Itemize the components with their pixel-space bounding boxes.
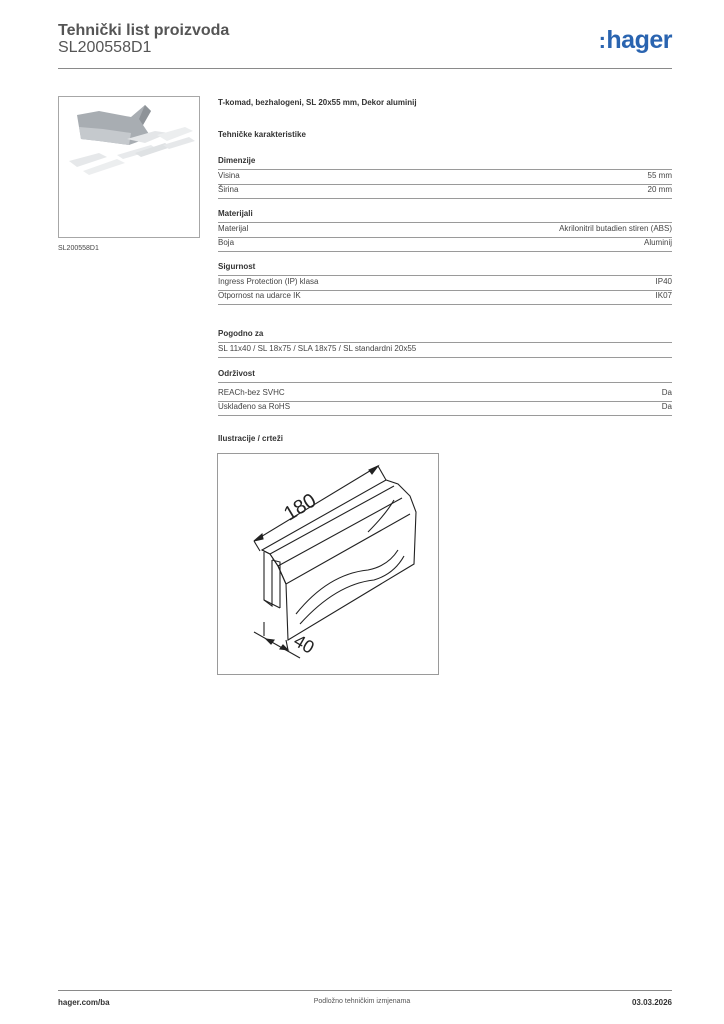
page-title: Tehnički list proizvoda <box>58 22 230 39</box>
section-heading-materijali: Materijali <box>218 209 672 223</box>
product-photo <box>58 96 200 238</box>
spec-key: Usklađeno sa RoHS <box>218 402 291 411</box>
spec-key: Otpornost na udarce IK <box>218 291 301 300</box>
spec-key: REACh-bez SVHC <box>218 388 285 397</box>
dimension-drawing-icon <box>218 454 438 674</box>
dimension-width-label: 40 <box>290 630 318 658</box>
spec-row <box>218 171 672 185</box>
spec-value: IP40 <box>655 277 672 286</box>
spec-row <box>218 277 672 291</box>
spec-key: Ingress Protection (IP) klasa <box>218 277 319 286</box>
spec-value: 55 mm <box>647 171 672 180</box>
spec-key: Boja <box>218 238 235 247</box>
header-divider <box>58 68 672 69</box>
dimension-length-label: 180 <box>280 489 321 526</box>
spec-key: Materijal <box>218 224 249 233</box>
spec-value: 20 mm <box>647 185 672 194</box>
footer-note: Podložno tehničkim izmjenama <box>313 998 411 1005</box>
logo-mark-icon: : <box>598 28 606 53</box>
spec-row <box>218 388 672 402</box>
section-heading-dimenzije: Dimenzije <box>218 156 672 170</box>
section-heading-odrzivost: Održivost <box>218 369 672 383</box>
spec-key: SL 11x40 / SL 18x75 / SLA 18x75 / SL standardni 20x55 <box>218 344 417 353</box>
spec-value: Akrilonitril butadien stiren (ABS) <box>559 224 672 233</box>
spec-value: Da <box>661 388 672 397</box>
logo-text: hager <box>606 26 672 54</box>
product-code: SL200558D1 <box>58 39 152 56</box>
footer-divider <box>58 990 672 991</box>
technical-drawing <box>217 453 439 675</box>
spec-row <box>218 185 672 199</box>
product-photo-icon <box>59 97 199 237</box>
spec-row <box>218 402 672 416</box>
spec-value: Aluminij <box>643 238 672 247</box>
illustrations-heading: Ilustracije / crteži <box>218 434 283 443</box>
hager-logo[interactable] <box>599 26 672 55</box>
specs-heading: Tehničke karakteristike <box>218 130 306 139</box>
spec-value: Da <box>661 402 672 411</box>
spec-row <box>218 291 672 305</box>
spec-row <box>218 238 672 252</box>
spec-key: Visina <box>218 171 240 180</box>
spec-key: Širina <box>218 185 239 194</box>
footer-date: 03.03.2026 <box>631 998 672 1007</box>
spec-row <box>218 344 672 358</box>
section-heading-pogodno: Pogodno za <box>218 329 672 343</box>
product-title: T-komad, bezhalogeni, SL 20x55 mm, Dekor aluminij <box>218 98 417 107</box>
footer-website-link[interactable]: hager.com/ba <box>58 998 110 1007</box>
spec-value: IK07 <box>655 291 672 300</box>
photo-caption: SL200558D1 <box>58 245 99 252</box>
section-heading-sigurnost: Sigurnost <box>218 262 672 276</box>
spec-row <box>218 224 672 238</box>
